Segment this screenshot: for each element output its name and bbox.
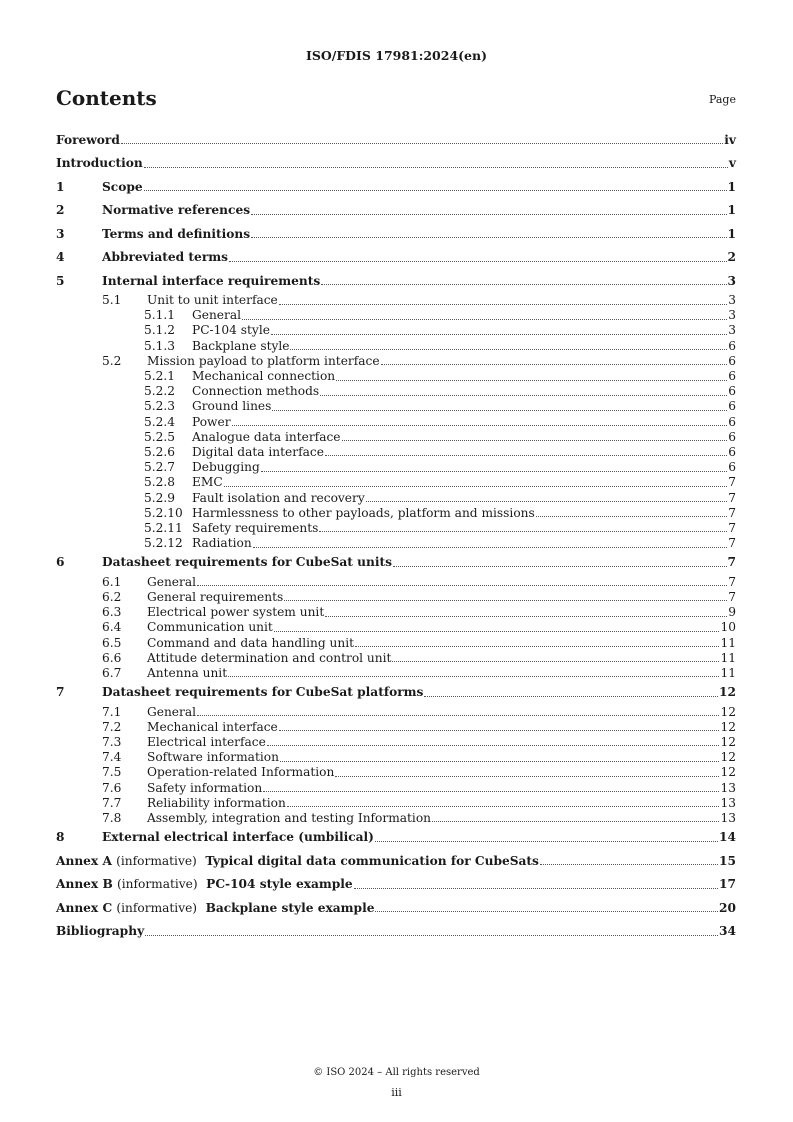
dot-leader [144,190,727,191]
toc-entry-number: 1 [56,179,65,194]
toc-entry-number: 5.2 [102,353,122,368]
toc-entry-page: 3 [728,293,736,308]
toc-entry-number: 3 [56,226,65,241]
annex-label: Annex C [56,900,113,915]
toc-entry-title: Electrical power system unit [147,605,325,620]
toc-entry-page: 13 [720,780,736,795]
toc-entry-number: 8 [56,830,65,845]
annex-title: PC-104 style example [206,877,353,892]
toc-entry-number: 5.1 [102,293,122,308]
toc-entry-number: 6.2 [102,589,122,604]
toc-entry-page: 7 [728,589,736,604]
toc-entry-title: Power [192,414,231,429]
toc-entry-title: Attitude determination and control unit [147,650,392,665]
toc-entry-number: 7.5 [102,765,122,780]
toc-entry-title: External electrical interface (umbilical) [102,830,374,845]
dot-leader [325,455,727,456]
toc-entry-title: Abbreviated terms [102,250,228,265]
toc-entry-title: Analogue data interface [192,429,341,444]
toc-entry-number: 5.2.1 [144,369,176,384]
toc-entry-6-6[interactable] [56,650,736,665]
toc-entry-number: 7.4 [102,750,122,765]
dot-leader [287,806,720,807]
toc-entry-title: Terms and definitions [102,226,251,241]
dot-leader [354,888,718,889]
toc-entry-page: 12 [720,765,736,780]
toc-entry-page: 9 [728,605,736,620]
toc-entry-6-7[interactable] [56,665,736,680]
toc-entry-number: 6.1 [102,574,122,589]
toc-entry-page: 7 [728,520,736,535]
toc-entry-number: 7.3 [102,734,122,749]
toc-entry-number: 5 [56,273,65,288]
dot-leader [228,676,719,677]
toc-entry-title: General [147,574,196,589]
toc-entry-page: 12 [720,750,736,765]
toc-entry-title: Ground lines [192,399,272,414]
toc-entry-title: Safety information [147,780,263,795]
toc-entry-5-1-2[interactable] [56,323,736,338]
toc-entry-page: 1 [727,179,736,194]
table-of-contents [56,128,736,943]
toc-entry-title: Datasheet requirements for CubeSat units [102,555,392,570]
toc-entry-5-1-3[interactable] [56,338,736,353]
toc-entry-page: 12 [719,685,736,700]
toc-entry-7-3[interactable] [56,734,736,749]
toc-entry-7-5[interactable] [56,765,736,780]
dot-leader [261,471,727,472]
toc-entry-number: 6.3 [102,605,122,620]
toc-entry-5-2-1[interactable] [56,368,736,383]
toc-entry-page: 7 [728,536,736,551]
dot-leader [251,237,726,238]
toc-entry-page: 34 [719,924,736,939]
toc-entry-7-8[interactable] [56,810,736,825]
toc-entry-7-6[interactable] [56,780,736,795]
toc-entry-page: 12 [720,704,736,719]
toc-entry-number: 7.8 [102,810,122,825]
dot-leader [253,547,728,548]
toc-entry-page: 13 [720,810,736,825]
toc-entry-title: Operation-related Information [147,765,335,780]
toc-entry-5-2-8[interactable] [56,475,736,490]
dot-leader [197,585,727,586]
toc-entry-page: 13 [720,795,736,810]
toc-entry-6-3[interactable] [56,605,736,620]
toc-entry-6-2[interactable] [56,589,736,604]
toc-entry-page: 12 [720,719,736,734]
toc-entry-number: 5.1.3 [144,338,176,353]
toc-entry-5-2-10[interactable] [56,505,736,520]
dot-leader [279,730,720,731]
toc-entry-number: 2 [56,203,65,218]
toc-entry-5-2-7[interactable] [56,460,736,475]
copyright-notice: © ISO 2024 – All rights reserved [313,1067,480,1078]
toc-entry-title: EMC [192,475,223,490]
toc-entry-page: 2 [727,250,736,265]
toc-entry-annex-c[interactable] [56,896,736,920]
toc-entry-7-2[interactable] [56,719,736,734]
dot-leader [229,261,727,262]
dot-leader [375,841,718,842]
dot-leader [279,304,727,305]
dot-leader [325,616,727,617]
toc-entry-number: 7.6 [102,780,122,795]
toc-entry-6-1[interactable] [56,574,736,589]
toc-entry-page: 1 [727,203,736,218]
toc-entry-title: Communication unit [147,620,273,635]
toc-entry-title: Harmlessness to other payloads, platform and missions [192,505,535,520]
toc-entry-number: 6.6 [102,650,122,665]
toc-entry-foreword[interactable] [56,128,736,152]
dot-leader [320,395,727,396]
dot-leader [432,821,719,822]
dot-leader [280,761,720,762]
toc-entry-page: 6 [728,429,736,444]
toc-entry-title: General requirements [147,589,284,604]
toc-entry-number: 5.2.6 [144,444,176,459]
dot-leader [274,631,720,632]
toc-entry-title [56,901,374,915]
toc-entry-number: 5.2.3 [144,399,176,414]
toc-entry-title: Internal interface requirements [102,273,321,288]
dot-leader [366,501,728,502]
toc-entry-number: 5.1.1 [144,308,176,323]
toc-entry-page: 14 [719,830,736,845]
toc-entry-clause-5[interactable] [56,269,736,293]
toc-entry-page: 7 [728,475,736,490]
toc-entry-title: Mechanical interface [147,719,278,734]
toc-entry-5-2-12[interactable] [56,536,736,551]
dot-leader [144,167,728,168]
toc-entry-page: 17 [719,877,736,892]
toc-entry-page: 7 [728,490,736,505]
toc-entry-title: Digital data interface [192,444,324,459]
dot-leader [267,745,720,746]
toc-entry-5-1-1[interactable] [56,308,736,323]
toc-entry-number: 4 [56,250,65,265]
toc-entry-title: Bibliography [56,924,145,939]
toc-entry-title: Reliability information [147,795,286,810]
toc-entry-title [56,854,539,868]
toc-entry-clause-1[interactable] [56,175,736,199]
toc-entry-title: Mission payload to platform interface [147,353,380,368]
toc-entry-number: 7.1 [102,704,122,719]
dot-leader [342,440,728,441]
dot-leader [121,143,723,144]
toc-entry-number: 5.2.9 [144,490,176,505]
toc-entry-page: 11 [720,665,736,680]
annex-type: (informative) [117,877,198,892]
toc-entry-number: 5.2.11 [144,520,183,535]
toc-entry-page: 15 [719,853,736,868]
toc-entry-clause-8[interactable] [56,826,736,850]
dot-leader [392,661,719,662]
dot-leader [145,935,718,936]
toc-entry-5-2-6[interactable] [56,444,736,459]
toc-entry-title: Scope [102,179,143,194]
contents-title: Contents [56,86,157,110]
toc-entry-annex-a[interactable] [56,849,736,873]
toc-entry-title [56,877,353,891]
dot-leader [536,516,727,517]
toc-entry-title: Unit to unit interface [147,293,278,308]
toc-entry-page: 6 [728,338,736,353]
dot-leader [355,646,719,647]
toc-entry-7-1[interactable] [56,704,736,719]
toc-entry-page: 3 [728,323,736,338]
toc-entry-number: 5.2.7 [144,460,176,475]
toc-entry-page: 1 [727,226,736,241]
toc-entry-page: 6 [728,399,736,414]
dot-leader [540,864,718,865]
dot-leader [321,284,726,285]
dot-leader [272,410,727,411]
dot-leader [381,364,728,365]
page-number: iii [391,1086,402,1099]
toc-entry-page: v [728,156,736,171]
toc-entry-title: General [192,308,241,323]
dot-leader [232,425,728,426]
dot-leader [336,380,727,381]
toc-entry-page: 20 [719,900,736,915]
dot-leader [224,486,728,487]
dot-leader [393,566,727,567]
toc-entry-number: 5.2.8 [144,475,176,490]
toc-entry-title: Command and data handling unit [147,635,355,650]
toc-entry-5-2-2[interactable] [56,384,736,399]
annex-title: Backplane style example [205,900,375,915]
document-header: ISO/FDIS 17981:2024(en) [305,48,488,63]
toc-entry-page: 6 [728,460,736,475]
dot-leader [263,791,719,792]
toc-entry-page: 3 [728,308,736,323]
toc-entry-annex-b[interactable] [56,873,736,897]
toc-entry-number: 6 [56,555,65,570]
toc-entry-page: 11 [720,650,736,665]
toc-entry-title: PC-104 style [192,323,270,338]
dot-leader [335,776,719,777]
annex-type: (informative) [116,900,198,915]
toc-entry-5-2-9[interactable] [56,490,736,505]
toc-entry-number: 5.2.4 [144,414,176,429]
dot-leader [242,319,727,320]
toc-entry-title: Mechanical connection [192,369,336,384]
toc-entry-title: Electrical interface [147,734,266,749]
toc-entry-number: 7.7 [102,795,122,810]
toc-entry-page: 12 [720,734,736,749]
toc-entry-clause-2[interactable] [56,199,736,223]
toc-entry-number: 7 [56,685,65,700]
toc-entry-5-2-5[interactable] [56,429,736,444]
toc-entry-7-4[interactable] [56,750,736,765]
toc-entry-5-2-4[interactable] [56,414,736,429]
dot-leader [424,696,718,697]
toc-entry-6-5[interactable] [56,635,736,650]
toc-entry-number: 7.2 [102,719,122,734]
annex-title: Typical digital data communication for CubeSats [205,853,539,868]
annex-label: Annex B [56,877,113,892]
dot-leader [375,911,718,912]
toc-entry-number: 5.1.2 [144,323,176,338]
toc-entry-number: 5.2.12 [144,536,183,551]
toc-entry-title: Connection methods [192,384,320,399]
toc-entry-number: 6.7 [102,665,122,680]
page-column-label: Page [708,93,736,106]
toc-entry-page: 7 [728,574,736,589]
dot-leader [197,715,719,716]
toc-entry-title: Software information [147,750,279,765]
toc-entry-page: 10 [720,620,736,635]
toc-entry-title: Radiation [192,536,252,551]
toc-entry-7-7[interactable] [56,795,736,810]
annex-label: Annex A [56,853,112,868]
toc-entry-title: Assembly, integration and testing Information [147,810,432,825]
toc-entry-page: 7 [727,555,736,570]
toc-entry-clause-4[interactable] [56,246,736,270]
toc-entry-title: Foreword [56,132,120,147]
toc-entry-5-2[interactable] [56,353,736,368]
toc-entry-page: iv [724,132,736,147]
toc-entry-title: Debugging [192,460,260,475]
toc-entry-page: 7 [728,505,736,520]
toc-entry-5-1[interactable] [56,293,736,308]
toc-entry-title: Antenna unit [147,665,228,680]
toc-entry-title: General [147,704,196,719]
dot-leader [251,214,726,215]
toc-entry-clause-6[interactable] [56,551,736,575]
toc-entry-clause-3[interactable] [56,222,736,246]
toc-entry-6-4[interactable] [56,620,736,635]
toc-entry-number: 5.2.2 [144,384,176,399]
toc-entry-bibliography[interactable] [56,920,736,944]
annex-type: (informative) [116,853,197,868]
toc-entry-number: 5.2.5 [144,429,176,444]
toc-entry-page: 6 [728,369,736,384]
toc-entry-introduction[interactable] [56,152,736,176]
toc-entry-title: Fault isolation and recovery [192,490,365,505]
dot-leader [290,349,727,350]
toc-entry-number: 6.4 [102,620,122,635]
toc-entry-title: Safety requirements [192,520,319,535]
toc-entry-number: 5.2.10 [144,505,183,520]
toc-entry-page: 6 [728,444,736,459]
dot-leader [271,334,727,335]
dot-leader [284,600,727,601]
toc-entry-title: Backplane style [192,338,290,353]
toc-entry-5-2-11[interactable] [56,520,736,535]
toc-entry-page: 6 [728,414,736,429]
toc-entry-number: 6.5 [102,635,122,650]
toc-entry-5-2-3[interactable] [56,399,736,414]
toc-entry-page: 6 [728,384,736,399]
toc-entry-page: 6 [728,353,736,368]
toc-entry-title: Introduction [56,156,143,171]
toc-entry-clause-7[interactable] [56,681,736,705]
toc-entry-title: Datasheet requirements for CubeSat platforms [102,685,424,700]
toc-entry-page: 11 [720,635,736,650]
toc-entry-page: 3 [727,273,736,288]
dot-leader [319,531,727,532]
toc-entry-title: Normative references [102,203,251,218]
